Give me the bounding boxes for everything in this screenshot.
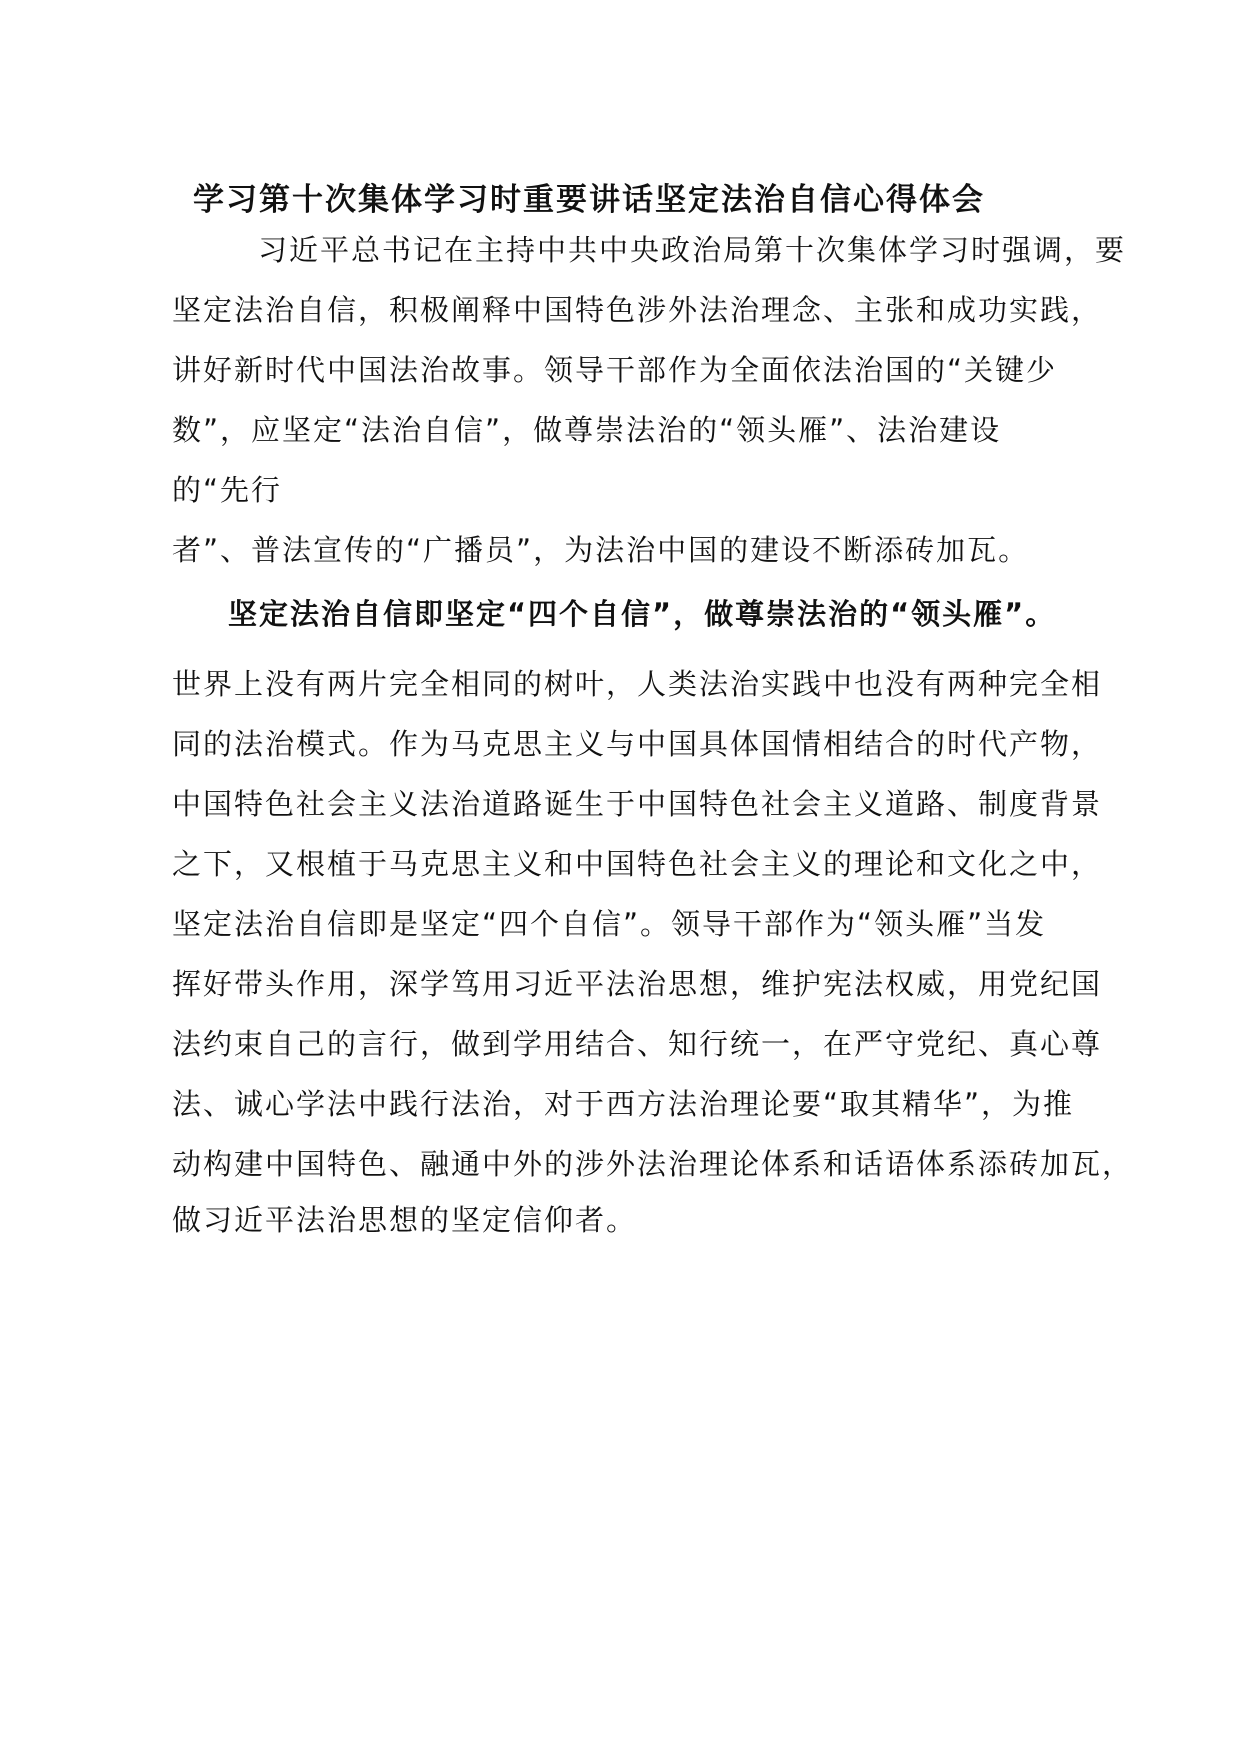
paragraph-2-line-8: 法、诚心学法中践行法治，对于西方法治理论要“取其精华”，为推 <box>172 1087 1075 1121</box>
paragraph-2-line-7: 法约束自己的言行，做到学用结合、知行统一，在严守党纪、真心尊 <box>172 1027 1103 1061</box>
paragraph-2-line-4: 之下，又根植于马克思主义和中国特色社会主义的理论和文化之中， <box>172 847 1103 881</box>
paragraph-2-line-5: 坚定法治自信即是坚定“四个自信”。领导干部作为“领头雁”当发 <box>172 907 1047 941</box>
paragraph-2-line-3: 中国特色社会主义法治道路诞生于中国特色社会主义道路、制度背景 <box>172 787 1103 821</box>
document-title: 学习第十次集体学习时重要讲话坚定法治自信心得体会 <box>193 182 985 218</box>
paragraph-2-line-9: 动构建中国特色、融通中外的涉外法治理论体系和话语体系添砖加瓦， <box>172 1147 1134 1181</box>
paragraph-1-line-2: 坚定法治自信，积极阐释中国特色涉外法治理念、主张和成功实践， <box>172 293 1103 327</box>
paragraph-2-line-6: 挥好带头作用，深学笃用习近平法治思想，维护宪法权威，用党纪国 <box>172 967 1103 1001</box>
paragraph-1-line-3: 讲好新时代中国法治故事。领导干部作为全面依法治国的“关键少 <box>172 353 1058 387</box>
paragraph-1-line-6: 者”、普法宣传的“广播员”，为法治中国的建设不断添砖加瓦。 <box>172 533 1030 567</box>
paragraph-2-line-10: 做习近平法治思想的坚定信仰者。 <box>172 1203 638 1237</box>
paragraph-1-line-4: 数”，应坚定“法治自信”，做尊崇法治的“领头雁”、法治建设 <box>172 413 1002 447</box>
section-heading: 坚定法治自信即坚定“四个自信”，做尊崇法治的“领头雁”。 <box>228 597 1057 631</box>
paragraph-1-line-5: 的“先行 <box>172 473 283 507</box>
paragraph-2-line-1: 世界上没有两片完全相同的树叶，人类法治实践中也没有两种完全相 <box>172 667 1103 701</box>
paragraph-1-line-1: 习近平总书记在主持中共中央政治局第十次集体学习时强调，要 <box>258 233 1127 267</box>
paragraph-2-line-2: 同的法治模式。作为马克思主义与中国具体国情相结合的时代产物， <box>172 727 1103 761</box>
